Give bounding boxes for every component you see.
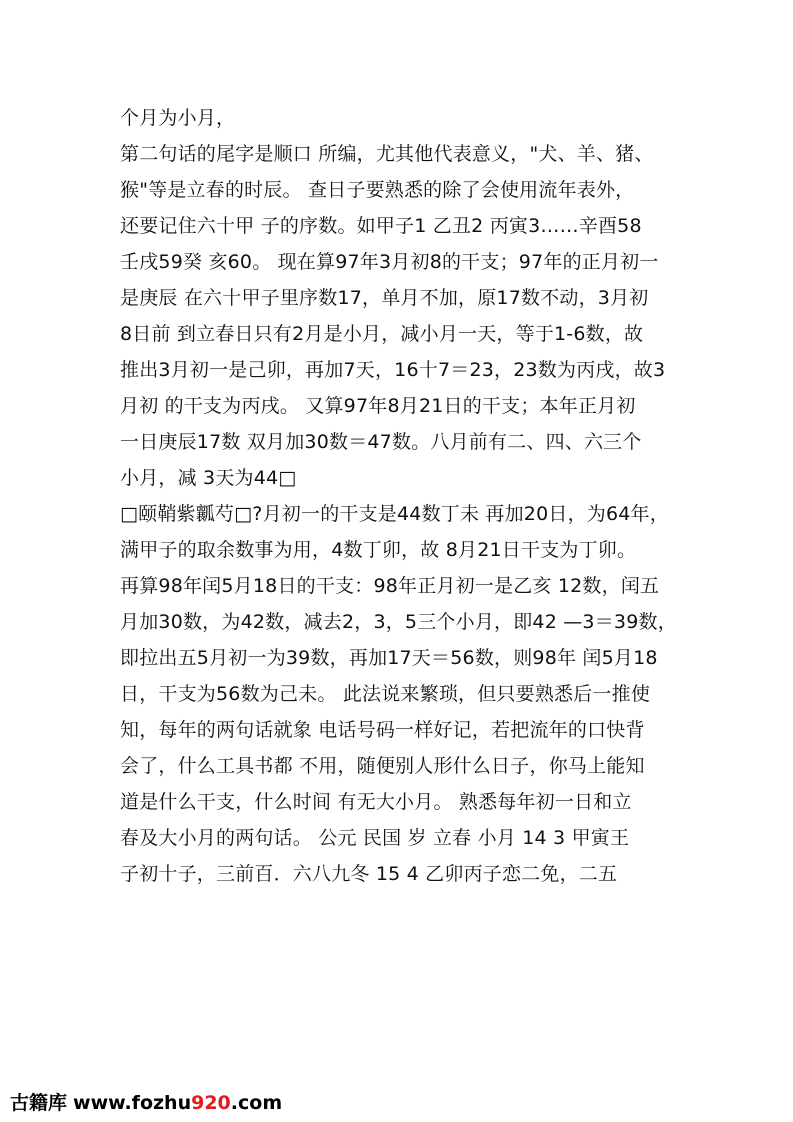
text-line: 是庚辰 在六十甲子里序数17，单月不加，原17数不动，3月初 [120,287,649,309]
text-line: 月加30数，为42数，减去2，3，5三个小月，即42 —3＝39数， [120,611,677,633]
text-line: 小月，减 3天为44□ [120,467,297,489]
url-number: 920 [191,1092,231,1114]
text-line: 即拉出五5月初一为39数，再加17天＝56数，则98年 闰5月18 [120,647,658,669]
text-line: □颐鞘紫瓤芍□?月初一的干支是44数丁未 再加20日，为64年， [120,503,669,525]
text-line: 月初 的干支为丙戌。 又算97年8月21日的干支；本年正月初 [120,395,636,417]
document-body [120,100,680,892]
site-url [73,1092,282,1114]
url-suffix: .com [230,1092,283,1114]
site-name: 古籍库 [10,1092,68,1114]
text-line: 满甲子的取余数事为用，4数丁卯，故 8月21日干支为丁卯。 [120,539,637,561]
text-line: 猴"等是立春的时辰。 查日子要熟悉的除了会使用流年表外， [120,179,635,201]
footer-watermark [10,1088,282,1118]
text-line: 知，每年的两句话就象 电话号码一样好记，若把流年的口快背 [120,719,645,741]
text-line: 壬戌59癸 亥60。 现在算97年3月初8的干支；97年的正月初一 [120,251,659,273]
text-line: 子初十子，三前百．六八九冬 15 4 乙卯丙子恋二免，二五 [120,863,618,885]
text-line: 推出3月初一是己卯，再加7天，16十7＝23，23数为丙戌，故3 [120,359,666,381]
text-line: 会了，什么工具书都 不用，随便别人形什么日子，你马上能知 [120,755,645,777]
text-line: 一日庚辰17数 双月加30数＝47数。八月前有二、四、六三个 [120,431,642,453]
text-line: 还要记住六十甲 子的序数。如甲子1 乙丑2 丙寅3……辛酉58 [120,215,642,237]
text-line: 个月为小月， [120,107,236,129]
url-prefix: www.fozhu [73,1092,192,1114]
text-line: 第二句话的尾字是顺口 所编，尤其他代表意义，"犬、羊、猪、 [120,143,654,165]
text-line: 8日前 到立春日只有2月是小月，减小月一天，等于1-6数，故 [120,323,644,345]
text-line: 再算98年闰5月18日的干支：98年正月初一是乙亥 12数，闰五 [120,575,660,597]
text-line: 日，干支为56数为己未。 此法说来繁琐，但只要熟悉后一推使 [120,683,651,705]
text-line: 道是什么干支，什么时间 有无大小月。 熟悉每年初一日和立 [120,791,632,813]
text-line: 春及大小月的两句话。 公元 民国 岁 立春 小月 14 3 甲寅王 [120,827,630,849]
